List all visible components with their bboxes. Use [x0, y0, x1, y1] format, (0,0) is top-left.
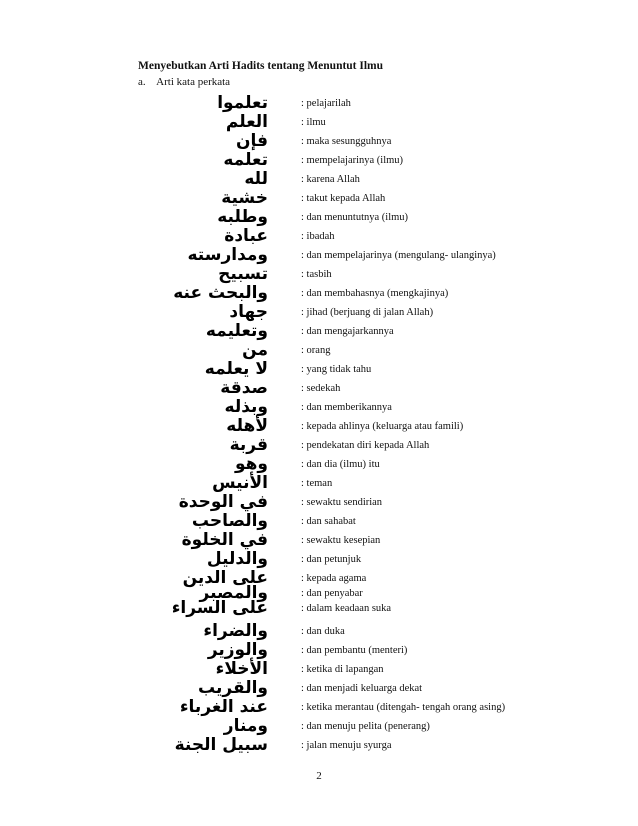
vocabulary-row: [0, 264, 638, 285]
word-meaning: : dan pembantu (menteri): [301, 645, 408, 656]
vocabulary-row: [0, 416, 638, 437]
word-meaning: : maka sesungguhnya: [301, 136, 392, 147]
arabic-word: والبحث عنه: [173, 283, 268, 303]
page-title: Menyebutkan Arti Hadits tentang Menuntut Ilmu: [138, 60, 384, 72]
vocabulary-row: [0, 359, 638, 380]
arabic-word: لا يعلمه: [204, 359, 268, 379]
arabic-word: تعلمه: [223, 150, 268, 170]
vocabulary-row: [0, 530, 638, 551]
arabic-word: تعلموا: [217, 93, 268, 113]
word-meaning: : dan menuntutnya (ilmu): [301, 212, 409, 223]
vocabulary-row: [0, 735, 638, 756]
arabic-word: والقريب: [198, 678, 268, 698]
word-meaning: : dalam keadaan suka: [301, 603, 392, 614]
arabic-word: والصاحب: [191, 511, 268, 531]
word-meaning: : pelajarilah: [301, 98, 351, 109]
vocabulary-row: [0, 435, 638, 456]
vocabulary-row: [0, 378, 638, 399]
arabic-word: على الدين: [182, 568, 268, 588]
arabic-word: فإن: [235, 131, 268, 151]
vocabulary-row: [0, 245, 638, 266]
arabic-word: قربة: [229, 435, 268, 455]
word-meaning: : ketika di lapangan: [301, 664, 384, 675]
arabic-word: والمصبر: [199, 583, 268, 603]
arabic-word: عند الغرباء: [179, 697, 268, 717]
arabic-word: جهاد: [229, 302, 268, 322]
word-meaning: : jalan menuju syurga: [301, 740, 392, 751]
word-meaning: : sewaktu sendirian: [301, 497, 383, 508]
page-number: 2: [316, 770, 322, 782]
vocabulary-row: [0, 716, 638, 737]
vocabulary-row: [0, 226, 638, 247]
vocabulary-row: [0, 454, 638, 475]
arabic-word: الأخلاء: [215, 659, 268, 679]
word-meaning: : mempelajarinya (ilmu): [301, 155, 404, 166]
arabic-word: على السراء: [171, 598, 268, 618]
word-meaning: : dan menuju pelita (penerang): [301, 721, 430, 732]
arabic-word: وتعليمه: [205, 321, 268, 341]
arabic-word: والوزير: [207, 640, 268, 660]
vocabulary-row: [0, 492, 638, 513]
vocabulary-row: [0, 549, 638, 570]
word-meaning: : ketika merantau (ditengah- tengah orang asing): [301, 702, 506, 713]
arabic-word: صدقة: [220, 378, 268, 398]
word-meaning: : tasbih: [301, 269, 332, 280]
section-number: a.: [138, 76, 146, 88]
vocabulary-row: [0, 283, 638, 304]
vocabulary-row: [0, 169, 638, 190]
word-meaning: : orang: [301, 345, 331, 356]
arabic-word: عبادة: [224, 226, 268, 246]
vocabulary-row: [0, 397, 638, 418]
word-meaning: : dan petunjuk: [301, 554, 362, 565]
section-label: Arti kata perkata: [156, 76, 231, 88]
word-meaning: : pendekatan diri kepada Allah: [301, 440, 430, 451]
word-meaning: : karena Allah: [301, 174, 360, 185]
arabic-word: تسبيح: [218, 264, 268, 284]
arabic-word: لأهله: [226, 416, 268, 436]
word-meaning: : teman: [301, 478, 333, 489]
word-meaning: : sewaktu kesepian: [301, 535, 381, 546]
word-meaning: : dan sahabat: [301, 516, 356, 527]
arabic-word: العلم: [225, 112, 268, 132]
word-meaning: : ibadah: [301, 231, 335, 242]
vocabulary-row: [0, 598, 638, 619]
vocabulary-row: [0, 640, 638, 661]
word-meaning: : jihad (berjuang di jalan Allah): [301, 307, 434, 318]
vocabulary-row: [0, 321, 638, 342]
word-meaning: : takut kepada Allah: [301, 193, 386, 204]
arabic-word: خشية: [221, 188, 268, 208]
word-meaning: : sedekah: [301, 383, 341, 394]
vocabulary-row: [0, 697, 638, 718]
vocabulary-row: [0, 621, 638, 642]
word-meaning: : dan membahasnya (mengkajinya): [301, 288, 449, 299]
word-meaning: : dan dia (ilmu) itu: [301, 459, 380, 470]
word-meaning: : dan mengajarkannya: [301, 326, 394, 337]
arabic-word: الأنيس: [212, 473, 268, 493]
vocabulary-row: [0, 112, 638, 133]
arabic-word: وطلبه: [217, 207, 268, 227]
vocabulary-row: [0, 340, 638, 361]
vocabulary-row: [0, 150, 638, 171]
section-heading: [138, 76, 230, 88]
arabic-word: لله: [244, 169, 268, 189]
word-meaning: : ilmu: [301, 117, 326, 128]
arabic-word: سبيل الجنة: [174, 735, 268, 755]
word-meaning: : dan penyabar: [301, 588, 363, 599]
arabic-word: والدليل: [206, 549, 268, 569]
arabic-word: ومدارسته: [187, 245, 268, 265]
vocabulary-row: [0, 473, 638, 494]
arabic-word: وبذله: [224, 397, 268, 417]
vocabulary-row: [0, 678, 638, 699]
vocabulary-row: [0, 188, 638, 209]
arabic-word: والضراء: [203, 621, 268, 641]
arabic-word: في الخلوة: [181, 530, 268, 550]
arabic-word: في الوحدة: [178, 492, 268, 512]
word-meaning: : kepada ahlinya (keluarga atau famili): [301, 421, 464, 432]
word-meaning: : dan memberikannya: [301, 402, 392, 413]
vocabulary-row: [0, 131, 638, 152]
arabic-word: ومنار: [223, 716, 268, 736]
vocabulary-row: [0, 302, 638, 323]
word-meaning: : dan menjadi keluarga dekat: [301, 683, 423, 694]
word-meaning: : dan mempelajarinya (mengulang- ulanginya): [301, 250, 496, 261]
arabic-word: من: [242, 340, 268, 360]
word-meaning: : kepada agama: [301, 573, 367, 584]
vocabulary-row: [0, 659, 638, 680]
vocabulary-row: [0, 511, 638, 532]
word-meaning: : dan duka: [301, 626, 345, 637]
vocabulary-row: [0, 93, 638, 114]
arabic-word: وهو: [234, 454, 268, 474]
vocabulary-row: [0, 207, 638, 228]
word-meaning: : yang tidak tahu: [301, 364, 372, 375]
